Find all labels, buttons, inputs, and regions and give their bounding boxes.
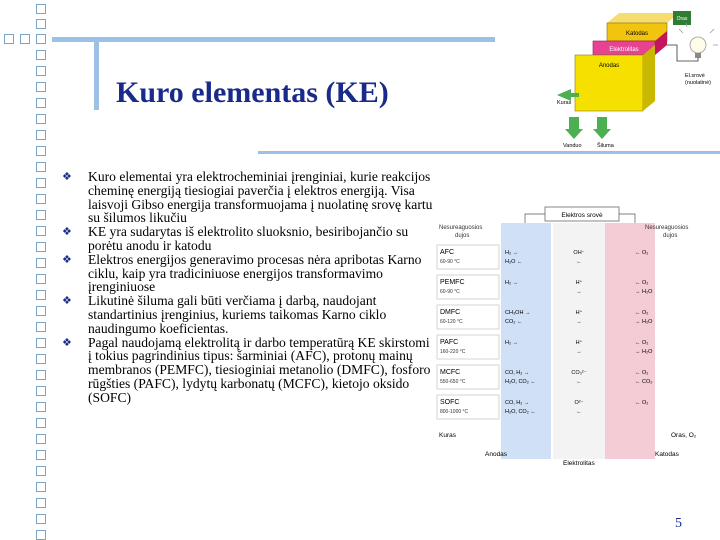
bullet-diamond-icon: ❖	[62, 253, 72, 266]
row-anode-a: H₂ →	[505, 250, 519, 256]
decorative-square	[36, 34, 46, 44]
row-temp: 160-220 °C	[440, 349, 466, 355]
row-temp: 550-650 °C	[440, 379, 466, 385]
row-cathode-b: → H₂O	[635, 349, 653, 355]
row-temp: 60-120 °C	[440, 319, 463, 325]
decorative-square	[36, 146, 46, 156]
row-ion-a: OH⁻	[573, 250, 585, 256]
left-header-1: Nesureaguosios	[439, 225, 483, 231]
water-arrow	[565, 117, 583, 139]
row-cathode-b: → H₂O	[635, 319, 653, 325]
row-temp: 800-1000 °C	[440, 409, 469, 415]
electrolyte-label: Elektrolitas	[609, 47, 639, 53]
bullet-item	[62, 170, 434, 225]
row-type: DMFC	[440, 309, 461, 316]
decorative-square	[36, 162, 46, 172]
row-ion-a: CO₃²⁻	[571, 370, 587, 376]
row-anode-a: H₂ →	[505, 340, 519, 346]
decorative-square	[36, 82, 46, 92]
electrolyte-bottom-label: Elektrolitas	[563, 460, 595, 467]
bullet-text: Kuro elementai yra elektrocheminiai įrenginiai, kurie reakcijos cheminę energiją tiesiogiai paverčia į elektros energiją. Visa laisvoji Gibso energija transformuojama į nuolatinę srovę kartu su šilumos likučiu	[88, 169, 433, 226]
title-rule-top	[52, 37, 495, 42]
decorative-square	[36, 418, 46, 428]
left-header-2: dujos	[455, 233, 470, 239]
decorative-square	[36, 130, 46, 140]
row-ion-a: H⁺	[575, 310, 583, 316]
bullet-item	[62, 336, 434, 405]
row-ion-b: →	[576, 319, 582, 325]
row-temp: 60-90 °C	[440, 259, 460, 265]
decorative-square	[36, 178, 46, 188]
row-anode-b: CO₂ ←	[505, 319, 523, 325]
row-ion-b: ←	[576, 379, 582, 385]
row-ion-b: →	[576, 349, 582, 355]
row-ion-a: O²⁻	[574, 400, 584, 406]
decorative-square	[36, 370, 46, 380]
fuel-cell-schematic	[555, 5, 720, 150]
row-cathode-b: → H₂O	[635, 289, 653, 295]
row-type: PAFC	[440, 339, 459, 346]
decorative-square	[20, 34, 30, 44]
decorative-square	[36, 530, 46, 540]
decorative-square	[36, 290, 46, 300]
row-anode-a: H₂ →	[505, 280, 519, 286]
bullet-diamond-icon: ❖	[62, 171, 72, 183]
decorative-square	[36, 338, 46, 348]
air-input-label: Oras, O₂	[671, 432, 697, 439]
bullet-list	[62, 170, 434, 405]
bullet-item	[62, 253, 434, 294]
row-ion-a: H⁺	[575, 280, 583, 286]
row-anode-a: CH₃OH →	[505, 310, 531, 316]
decorative-square	[36, 498, 46, 508]
page-number: 5	[675, 516, 682, 531]
lightbulb-icon	[690, 37, 706, 53]
content-rule	[258, 151, 720, 154]
row-type: MCFC	[440, 369, 461, 376]
decorative-square	[36, 226, 46, 236]
row-type: AFC	[440, 249, 454, 256]
decorative-square	[36, 386, 46, 396]
bullet-text: Elektros energijos generavimo procesas nėra apribotas Karno ciklu, kaip yra tradiciniuose energijos transformavimo įrenginiuose	[88, 251, 422, 295]
row-cathode-a: ← O₂	[635, 280, 649, 286]
row-anode-b: H₂O, CO₂ ←	[505, 379, 536, 385]
row-ion-a: H⁺	[575, 340, 583, 346]
row-ion-b: ←	[576, 409, 582, 415]
decorative-square	[36, 98, 46, 108]
fuel-label: Kuras	[557, 100, 572, 106]
heat-label: Šiluma	[597, 143, 614, 149]
bullet-text: KE yra sudarytas iš elektrolito sluoksnio, besiribojančio su porėtu anodu ir katodu	[88, 224, 409, 253]
electric-label-2: (nuolatinė)	[685, 80, 711, 86]
bullet-diamond-icon: ❖	[62, 336, 72, 349]
fuel-input-label: Kuras	[439, 432, 456, 439]
decorative-square	[36, 4, 46, 14]
row-anode-b: H₂O, CO₂ ←	[505, 409, 536, 415]
row-anode-a: CO, H₂ →	[505, 370, 530, 376]
row-cathode-a: ← O₂	[635, 400, 649, 406]
decorative-square	[36, 482, 46, 492]
decorative-square	[36, 19, 46, 29]
right-header-1: Nesureaguosios	[645, 225, 689, 231]
electric-label-1: El.srovė	[685, 73, 705, 79]
bullet-item	[62, 294, 434, 335]
cathode-label: Katodas	[625, 31, 649, 37]
decorative-square	[36, 306, 46, 316]
anode-label: Anodas	[598, 63, 620, 69]
decorative-square	[36, 66, 46, 76]
row-cathode-a: ← O₂	[635, 310, 649, 316]
bullet-diamond-icon: ❖	[62, 226, 72, 239]
decorative-square	[36, 354, 46, 364]
decorative-square	[36, 322, 46, 332]
decorative-square	[36, 258, 46, 268]
bullet-item	[62, 225, 434, 253]
current-label: Elektros srovė	[561, 212, 603, 219]
decorative-square	[36, 402, 46, 412]
row-temp: 60-90 °C	[440, 289, 460, 295]
bullet-text: Pagal naudojamą elektrolitą ir darbo temperatūrą KE skirstomi į tokius pagrindinius tipus: šarminiai (AFC), protonų mainų membranos (PEMFC), tiesioginiai metanolio (DMFC), fosforo rūgšties (PAFC), lydytų karbonatų (MCFC), kietojo oksido (SOFC)	[88, 334, 431, 405]
decorative-square	[36, 210, 46, 220]
row-anode-a: CO, H₂ →	[505, 400, 530, 406]
fuel-cell-types-diagram	[435, 205, 720, 470]
decorative-square	[36, 194, 46, 204]
water-label: Vanduo	[563, 143, 582, 149]
anode-bottom-label: Anodas	[485, 451, 508, 458]
row-ion-b: ←	[576, 259, 582, 265]
decorative-square	[36, 242, 46, 252]
row-type: SOFC	[440, 399, 460, 406]
decorative-square	[36, 466, 46, 476]
row-ion-b: →	[576, 289, 582, 295]
cathode-top	[607, 13, 679, 23]
decorative-square	[4, 34, 14, 44]
right-header-2: dujos	[663, 233, 678, 239]
decorative-square	[36, 514, 46, 524]
row-type: PEMFC	[440, 279, 465, 286]
heat-arrow	[593, 117, 611, 139]
anode-side	[643, 45, 655, 111]
decorative-square	[36, 450, 46, 460]
title-rule-vertical	[94, 42, 99, 110]
row-cathode-a: ← O₂	[635, 370, 649, 376]
decorative-square	[36, 434, 46, 444]
air-label: Oras	[676, 16, 688, 22]
row-cathode-a: ← O₂	[635, 340, 649, 346]
cathode-bottom-label: Katodas	[655, 451, 679, 458]
decorative-square	[36, 114, 46, 124]
row-cathode-b: ← CO₂	[635, 379, 653, 385]
row-cathode-a: ← O₂	[635, 250, 649, 256]
decorative-square	[36, 274, 46, 284]
slide-title: Kuro elementas (KE)	[116, 76, 389, 109]
bulb-base	[695, 53, 701, 58]
decorative-square	[36, 50, 46, 60]
bullet-diamond-icon: ❖	[62, 295, 72, 308]
row-anode-b: H₂O ←	[505, 259, 523, 265]
bullet-text: Likutinė šiluma gali būti verčiama į darbą, naudojant standartinius įrenginius, kuriems taikomas Karno ciklo naudingumo koeficientas.	[88, 293, 387, 336]
